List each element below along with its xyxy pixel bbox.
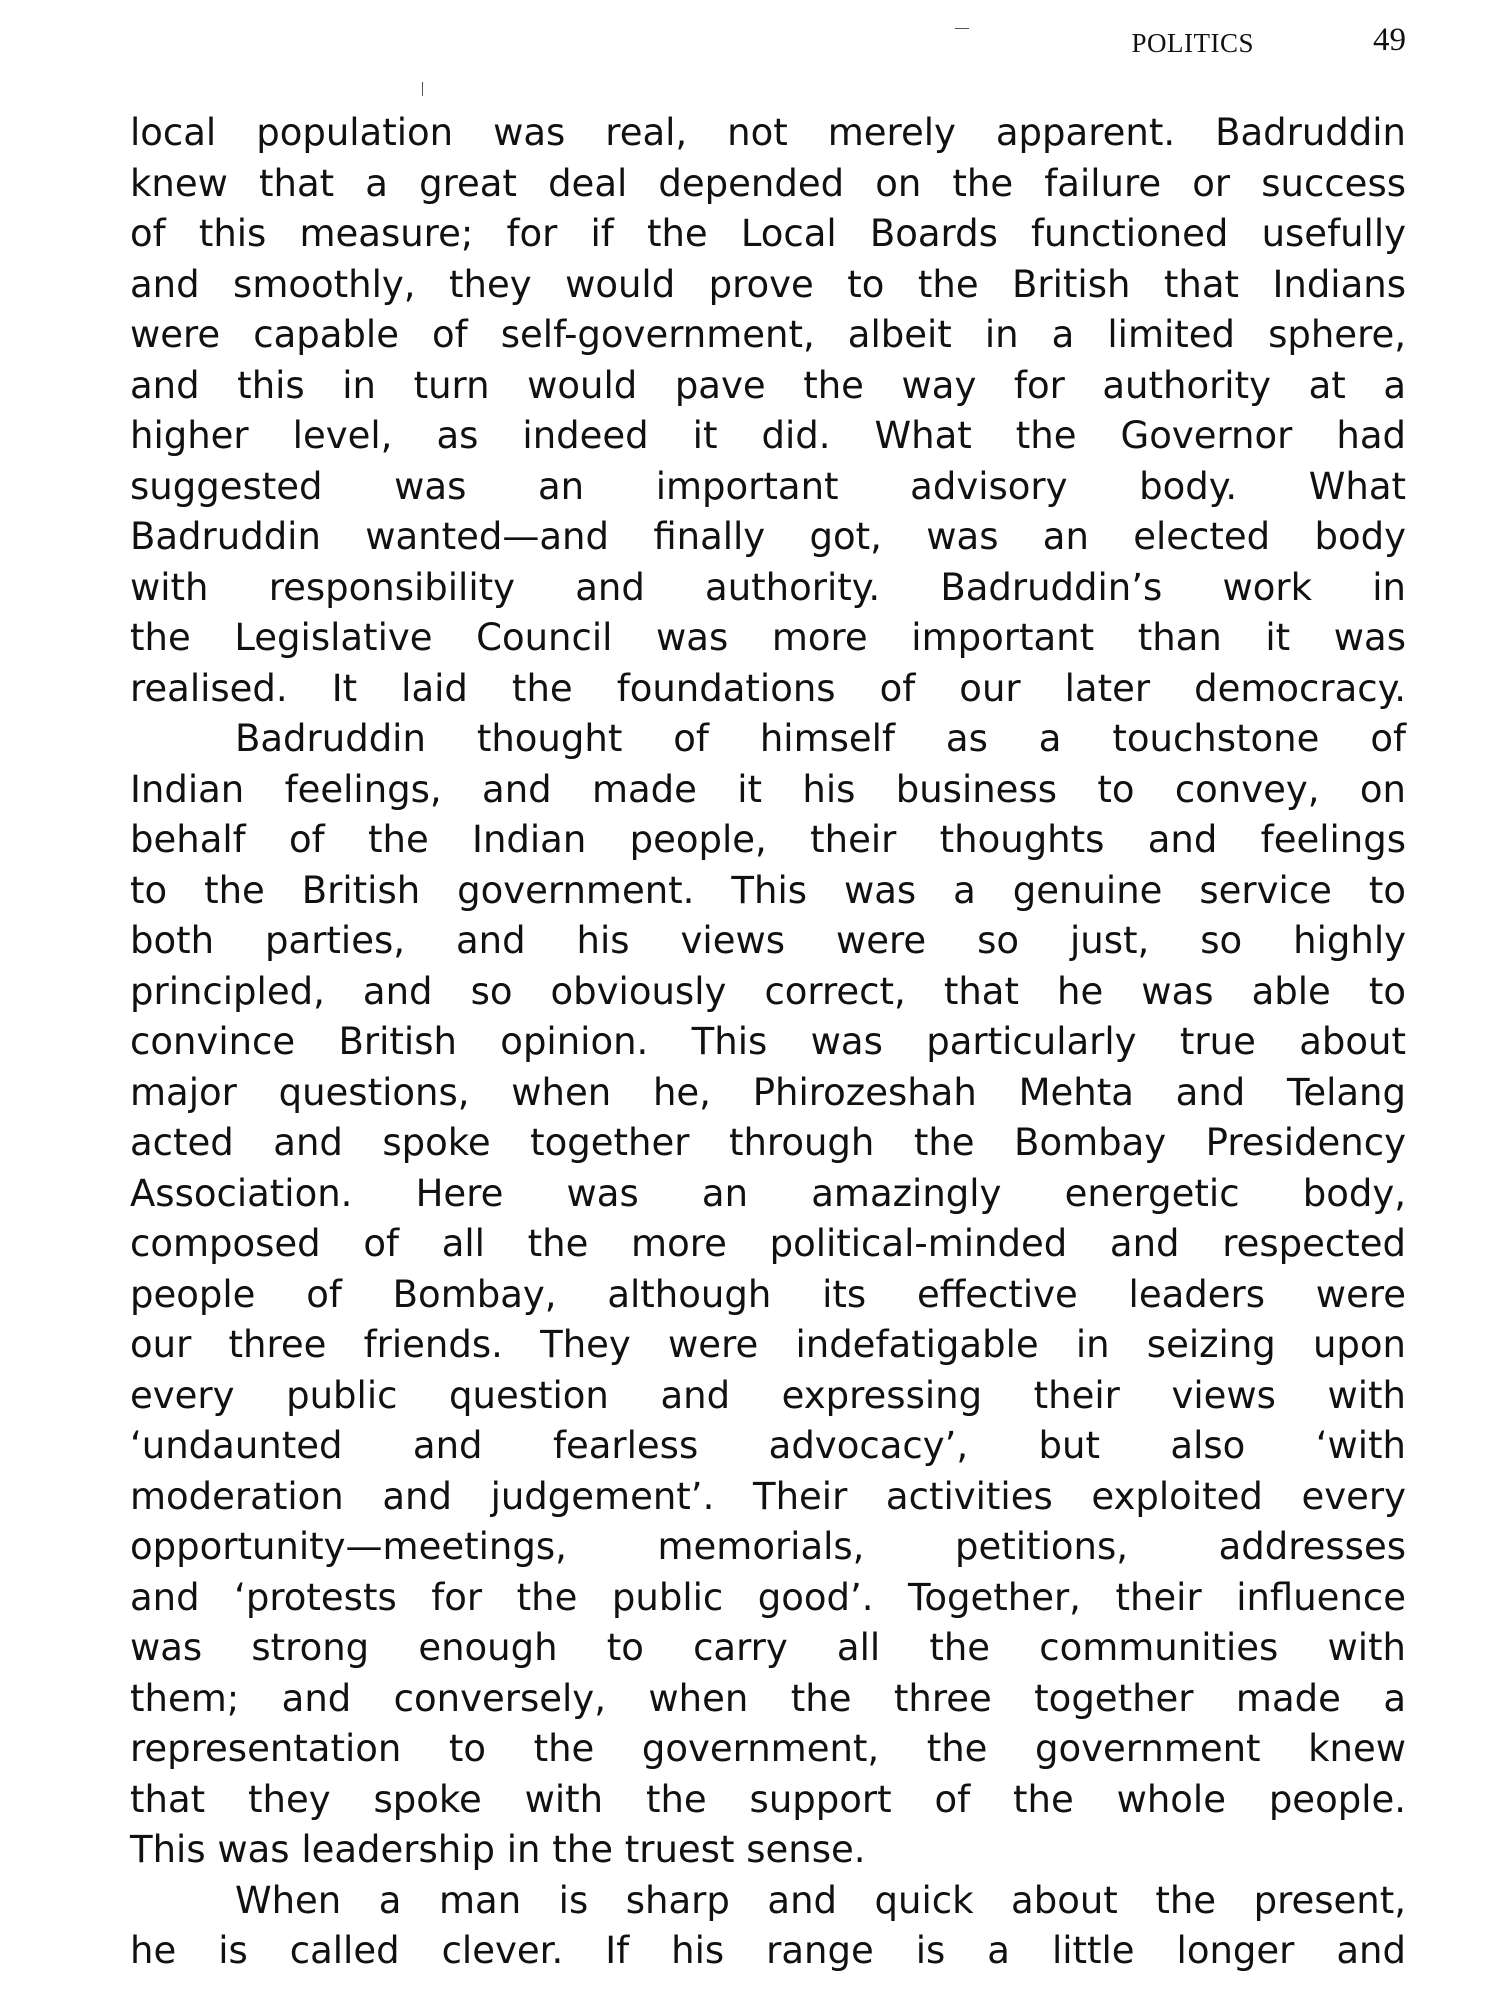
paragraph-3 xyxy=(130,1876,1406,1977)
text-line: to the British government. This was a genuine service to xyxy=(130,868,1406,912)
text-line: representation to the government, the government knew xyxy=(130,1727,1406,1770)
text-line: the Legislative Council was more important than it was xyxy=(130,616,1406,659)
text-line: every public question and expressing their views with xyxy=(130,1373,1406,1417)
text-line: with responsibility and authority. Badruddin’s work in xyxy=(130,565,1406,609)
text-line: principled, and so obviously correct, that he was able to xyxy=(130,969,1406,1013)
text-line: that they spoke with the support of the whole people. xyxy=(130,1777,1406,1821)
text-line: suggested was an important advisory body. What xyxy=(130,464,1406,508)
text-line: and ‘protests for the public good’. Together, their influence xyxy=(130,1575,1406,1619)
paragraph-1 xyxy=(130,108,1406,714)
text-line: Association. Here was an amazingly energetic body, xyxy=(130,1171,1406,1215)
text-line: moderation and judgement’. Their activities exploited every xyxy=(130,1474,1406,1518)
text-line: were capable of self-government, albeit in a limited sphere, xyxy=(130,313,1406,356)
text-line: major questions, when he, Phirozeshah Mehta and Telang xyxy=(130,1070,1406,1114)
text-line: was strong enough to carry all the communities with xyxy=(130,1626,1406,1669)
text-line: local population was real, not merely apparent. Badruddin xyxy=(130,111,1406,154)
text-line: Badruddin thought of himself as a touchstone of xyxy=(235,717,1406,760)
text-line: knew that a great deal depended on the failure or success xyxy=(130,161,1406,205)
text-line: our three friends. They were indefatigable in seizing upon xyxy=(130,1323,1406,1366)
text-line: and smoothly, they would prove to the British that Indians xyxy=(130,262,1406,306)
text-line: Indian feelings, and made it his business to convey, on xyxy=(130,767,1406,811)
text-line: composed of all the more political-minded and respected xyxy=(130,1222,1406,1265)
paragraph-2 xyxy=(130,714,1406,1876)
page-number: 49 xyxy=(1373,22,1406,58)
text-line: higher level, as indeed it did. What the Governor had xyxy=(130,414,1406,457)
text-line: both parties, and his views were so just, so highly xyxy=(130,919,1406,962)
section-title: POLITICS xyxy=(1131,28,1254,58)
body-text xyxy=(130,108,1406,1977)
text-line: them; and conversely, when the three together made a xyxy=(130,1676,1406,1720)
text-line: opportunity—meetings, memorials, petitions, addresses xyxy=(130,1525,1406,1568)
text-line: people of Bombay, although its effective leaders were xyxy=(130,1272,1406,1316)
text-line: realised. It laid the foundations of our later democracy. xyxy=(130,666,1406,710)
text-line: of this measure; for if the Local Boards functioned usefully xyxy=(130,212,1406,255)
scan-mark xyxy=(955,28,969,29)
text-line: behalf of the Indian people, their thoughts and feelings xyxy=(130,818,1406,861)
text-line: When a man is sharp and quick about the present, xyxy=(235,1878,1406,1922)
text-line: This was leadership in the truest sense. xyxy=(130,1828,866,1871)
scan-mark xyxy=(422,82,423,96)
text-line: convince British opinion. This was particularly true about xyxy=(130,1020,1406,1063)
text-line: and this in turn would pave the way for authority at a xyxy=(130,363,1406,407)
text-line: Badruddin wanted—and finally got, was an elected body xyxy=(130,515,1406,558)
running-head xyxy=(130,22,1406,62)
text-line: he is called clever. If his range is a little longer and xyxy=(130,1929,1406,1972)
text-line: ‘undaunted and fearless advocacy’, but also ‘with xyxy=(130,1424,1406,1467)
text-line: acted and spoke together through the Bombay Presidency xyxy=(130,1121,1406,1164)
